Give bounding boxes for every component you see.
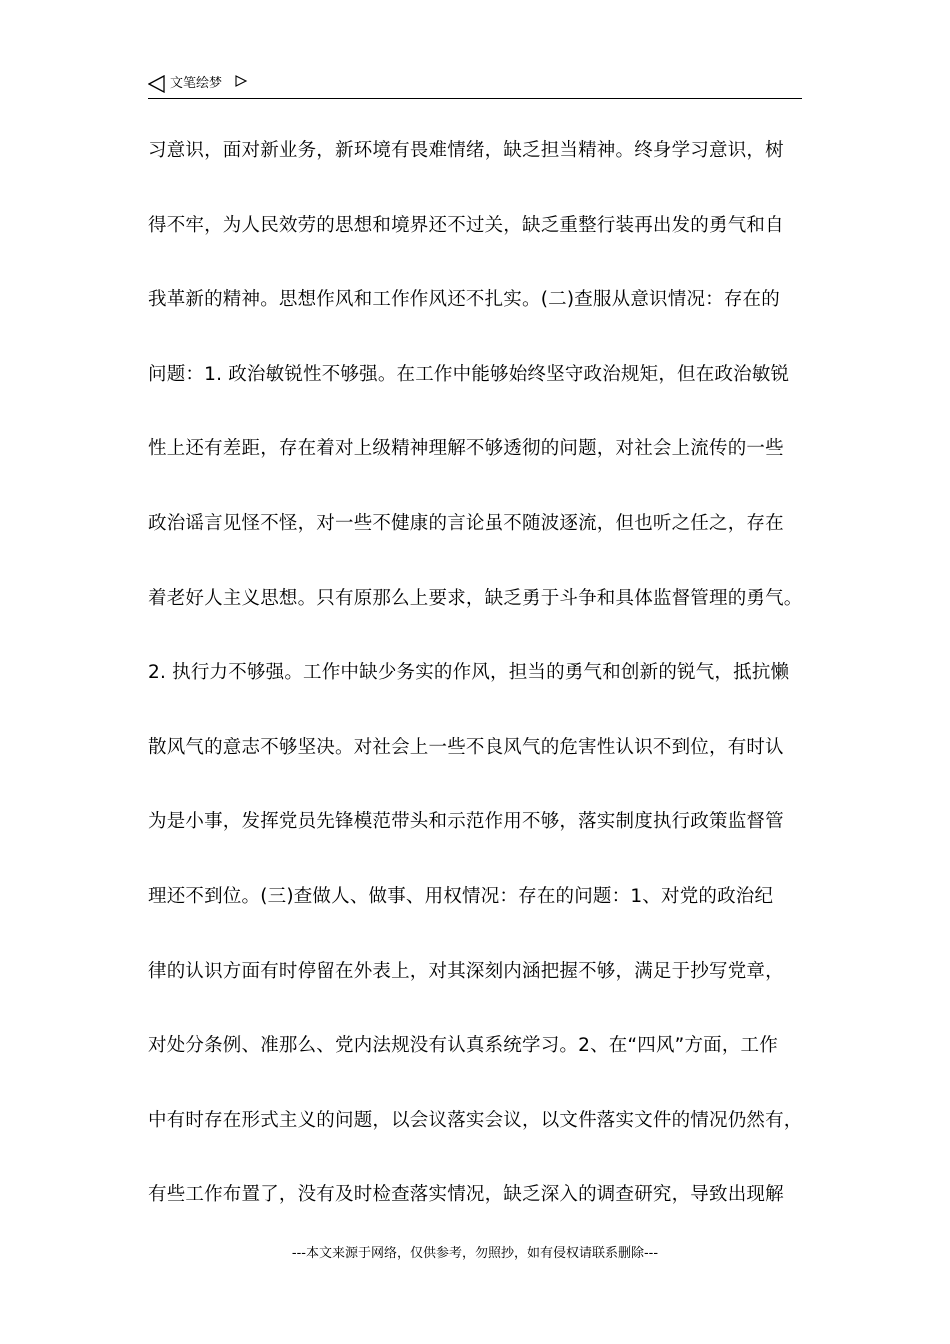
body-line: 问题：1. 政治敏锐性不够强。在工作中能够始终坚守政治规矩，但在政治敏锐 xyxy=(148,363,790,385)
body-line: 我革新的精神。思想作风和工作作风还不扎实。(二)查服从意识情况：存在的 xyxy=(148,289,780,311)
body-line: 着老好人主义思想。只有原那么上要求，缺乏勇于斗争和具体监督管理的勇气。 xyxy=(148,587,803,609)
body-line: 2. 执行力不够强。工作中缺少务实的作风，担当的勇气和创新的锐气，抵抗懒 xyxy=(148,662,790,684)
body-line: 有些工作布置了，没有及时检查落实情况，缺乏深入的调查研究，导致出现解 xyxy=(148,1184,784,1206)
page-header xyxy=(148,72,802,99)
triangle-left-icon xyxy=(148,75,166,93)
body-line: 理还不到位。(三)查做人、做事、用权情况：存在的问题：1、对党的政治纪 xyxy=(148,885,774,907)
body-line: 对处分条例、准那么、党内法规没有认真系统学习。2、在“四风”方面，工作 xyxy=(148,1035,778,1057)
body-line: 为是小事，发挥党员先锋模范带头和示范作用不够，落实制度执行政策监督管 xyxy=(148,811,784,833)
body-line: 政治谣言见怪不怪，对一些不健康的言论虽不随波逐流，但也听之任之，存在 xyxy=(148,512,784,534)
body-line: 中有时存在形式主义的问题，以会议落实会议，以文件落实文件的情况仍然有， xyxy=(148,1109,803,1131)
body-line: 得不牢，为人民效劳的思想和境界还不过关，缺乏重整行装再出发的勇气和自 xyxy=(148,214,784,236)
body-line: 散风气的意志不够坚决。对社会上一些不良风气的危害性认识不到位，有时认 xyxy=(148,736,784,758)
footer-disclaimer: ---本文来源于网络，仅供参考，勿照抄，如有侵权请联系删除--- xyxy=(291,1246,659,1261)
document-body xyxy=(148,131,828,1250)
body-line: 性上还有差距，存在着对上级精神理解不够透彻的问题，对社会上流传的一些 xyxy=(148,438,784,460)
triangle-right-icon xyxy=(234,74,248,88)
header-title: 文笔绘梦 xyxy=(170,76,223,91)
body-line: 习意识，面对新业务，新环境有畏难情绪，缺乏担当精神。终身学习意识，树 xyxy=(148,140,784,161)
body-line: 律的认识方面有时停留在外表上，对其深刻内涵把握不够，满足于抄写党章， xyxy=(148,960,784,982)
